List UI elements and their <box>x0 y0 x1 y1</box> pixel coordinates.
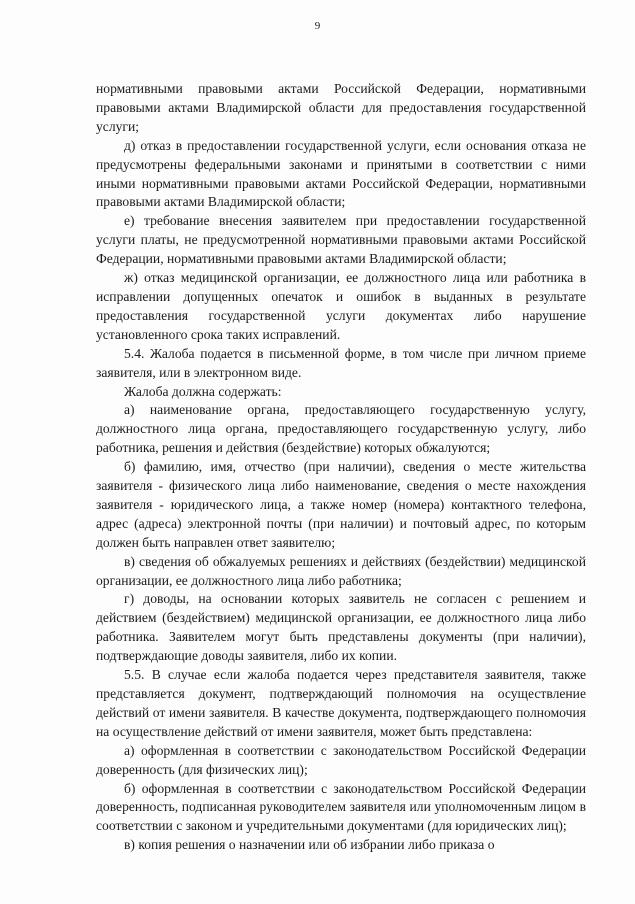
paragraph-item-zh: ж) отказ медицинской организации, ее должностного лица или работника в исправлении допущенных опечаток и ошибок в выданных в результате предоставления государственной услуги документах либо нарушение установленного срока таких исправлений. <box>96 270 586 342</box>
paragraph-5-5-item-a: а) оформленная в соответствии с законодательством Российской Федерации доверенность (для физических лиц); <box>96 742 586 777</box>
paragraph-item-d: д) отказ в предоставлении государственной услуги, если основания отказа не предусмотрены федеральными законами и принятыми в соответствии с ними иными нормативными правовыми актами Российской Федерации, нормативными правовыми актами Владимирской области; <box>96 137 586 210</box>
paragraph-5-5: 5.5. В случае если жалоба подается через представителя заявителя, также представляется документ, подтверждающий полномочия на осуществление действий от имени заявителя. В качестве документа, подтверждающего полномочия на осуществление действий от имени заявителя, может быть представлена: <box>96 667 586 739</box>
paragraph-item-g: г) доводы, на основании которых заявитель не согласен с решением и действием (бездействием) медицинской организации, ее должностного лица либо работника. Заявителем могут быть представлены документы (при наличии), подтверждающие доводы заявителя, либо их копии. <box>96 591 586 664</box>
paragraph-continuation: нормативными правовыми актами Российской Федерации, нормативными правовыми актами Владимирской области для предоставления государственной услуги; <box>96 81 586 134</box>
paragraph-item-v: в) сведения об обжалуемых решениях и действиях (бездействии) медицинской организации, ее должностного лица либо работника; <box>96 553 586 588</box>
paragraph-complaint-contents: Жалоба должна содержать: <box>124 383 282 399</box>
paragraph-5-5-item-b: б) оформленная в соответствии с законодательством Российской Федерации доверенность, подписанная руководителем заявителя или уполномоченным лицом в соответствии с законом и учредительными документами (для юридических лиц); <box>96 780 586 834</box>
page-number: 9 <box>314 20 321 32</box>
paragraph-item-e: е) требование внесения заявителем при предоставлении государственной услуги платы, не предусмотренной нормативными правовыми актами Российской Федерации, нормативными правовыми актами Владимирской области; <box>96 213 586 267</box>
paragraph-5-5-item-v: в) копия решения о назначении или об избрании либо приказа о <box>124 837 495 853</box>
paragraph-item-b: б) фамилию, имя, отчество (при наличии), сведения о месте жительства заявителя - физического лица либо наименование, сведения о месте нахождения заявителя - юридического лица, а также номер (номера) контактного телефона, адрес (адреса) электронной почты (при наличии) и почтовый адрес, по которым должен быть направлен ответ заявителю; <box>96 459 586 550</box>
paragraph-item-a: а) наименование органа, предоставляющего государственную услугу, должностного лица органа, предоставляющего государственную услугу, либо работника, решения и действия (бездействие) которых обжалуются; <box>96 402 586 456</box>
document-body <box>96 80 586 855</box>
paragraph-5-4: 5.4. Жалоба подается в письменной форме, в том числе при личном приеме заявителя, или в электронном виде. <box>96 345 586 380</box>
